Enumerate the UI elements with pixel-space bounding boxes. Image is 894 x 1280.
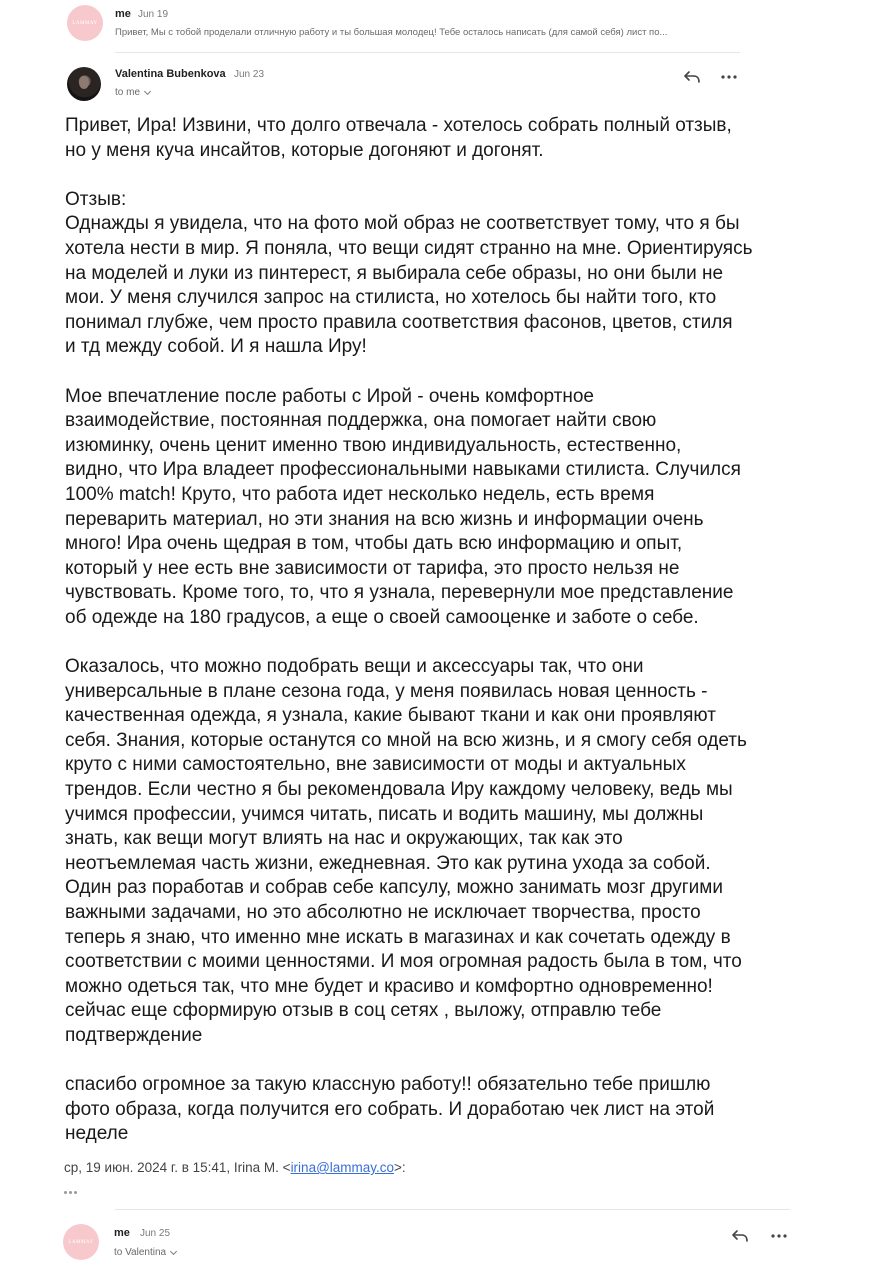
reply-icon [731, 1229, 749, 1243]
recipient-label: to me [115, 87, 141, 98]
reply-button[interactable] [681, 66, 703, 88]
message-date: Jun 23 [234, 69, 265, 80]
body-paragraph: Отзыв: Однажды я увидела, что на фото мой образ не соответствует тому, что я бы хотела нести в мир. Я поняла, что вещи сидят странно на мне. Ориентируясь на моделей и луки из пинтерест, я выбирала себе образы, но они были не мои. У меня случился запрос на стилиста, но хотелось бы найти того, кто понимал глубже, чем просто правила соответствия фасонов, цветов, стиля и тд между собой. И я нашла Иру! [65, 188, 753, 358]
quote-header-suffix: >: [394, 1160, 406, 1175]
more-horizontal-icon [721, 75, 737, 79]
message-sender[interactable]: Valentina Bubenkova [115, 68, 226, 80]
quote-header-prefix: ср, 19 июн. 2024 г. в 15:41, Irina M. < [64, 1160, 291, 1175]
more-options-button[interactable] [768, 1225, 790, 1247]
body-paragraph: Привет, Ира! Извини, что долго отвечала - хотелось собрать полный отзыв, но у меня куча инсайтов, которые догоняют и догонят. [65, 115, 732, 161]
message-date: Jun 25 [140, 1228, 171, 1239]
recipient-dropdown[interactable] [115, 87, 150, 98]
quote-header [64, 1160, 406, 1175]
reply-icon [683, 70, 701, 84]
chevron-down-icon [144, 87, 151, 94]
more-options-button[interactable] [718, 66, 740, 88]
recipient-label: to Valentina [114, 1247, 167, 1258]
body-paragraph: Мое впечатление после работы с Ирой - очень комфортное взаимодействие, постоянная поддержка, она помогает найти свою изюминку, очень ценит именно твою индивидуальность, естественно, видно, что Ира владеет профессиональными навыками стилиста. Случился 100% match! Круто, что работа идет несколько недель, есть время переварить материал, но эти знания на всю жизнь и информации очень много! Ира очень щедрая в том, чтобы дать всю информацию и опыт, который у нее есть вне зависимости от тарифа, это просто нельзя не чувствовать. Кроме того, то, что я узнала, перевернули мое представление об одежде на 180 градусов, а еще о своей самооценке и заботе о себе. [65, 385, 741, 628]
quoted-email-link[interactable]: irina@lammay.co [290, 1160, 395, 1175]
chevron-down-icon [170, 1247, 177, 1254]
message-divider [115, 52, 740, 53]
dot-icon [69, 1191, 72, 1194]
recipient-dropdown[interactable] [114, 1247, 176, 1258]
message-body [65, 114, 865, 1147]
sender-avatar[interactable]: LAMMAY [67, 5, 103, 41]
show-trimmed-content-button[interactable] [64, 1186, 82, 1198]
reply-button[interactable] [729, 1225, 751, 1247]
dot-icon [74, 1191, 77, 1194]
dot-icon [64, 1191, 67, 1194]
body-paragraph: спасибо огромное за такую классную работу!! обязательно тебе пришлю фото образа, когда получится его собрать. И доработаю чек лист на этой неделе [65, 1074, 715, 1145]
message-sender[interactable]: me [114, 1227, 130, 1239]
message-sender[interactable]: me [115, 8, 131, 20]
message-date: Jun 19 [138, 9, 169, 20]
more-horizontal-icon [771, 1234, 787, 1238]
body-paragraph: Оказалось, что можно подобрать вещи и аксессуары так, что они универсальные в плане сезона года, у меня появилась новая ценность - качественная одежда, я узнала, какие бывают ткани и как они проявляют себя. Знания, которые останутся со мной на всю жизнь, и я смогу себя одеть круто с ними самостоятельно, вне зависимости от моды и актуальных трендов. Если честно я бы рекомендовала Иру каждому человеку, ведь мы учимся профессии, учимся читать, писать и водить машину, мы должны знать, как вещи могут влиять на нас и окружающих, так как это неотъемлемая часть жизни, ежедневная. Это как рутина ухода за собой. Один раз поработав и собрав себе капсулу, можно занимать мозг другими важными задачами, но это абсолютно не исключает творчества, просто теперь я знаю, что именно мне искать в магазинах и как сочетать одежду в соответствии с моими ценностями. И моя огромная радость была в том, что можно одеться так, что мне будет и красиво и комфортно одновременно! сейчас еще сформирую отзыв в соц сетях , выложу, отправлю тебе подтверждение [65, 656, 747, 1046]
message-divider [115, 1209, 790, 1210]
sender-avatar[interactable]: LAMMAY [63, 1224, 99, 1260]
sender-avatar-photo[interactable] [67, 67, 101, 101]
message-snippet[interactable]: Привет, Мы с тобой проделали отличную работу и ты большая молодец! Тебе осталось написать (для самой себя) лист по... [115, 27, 668, 38]
